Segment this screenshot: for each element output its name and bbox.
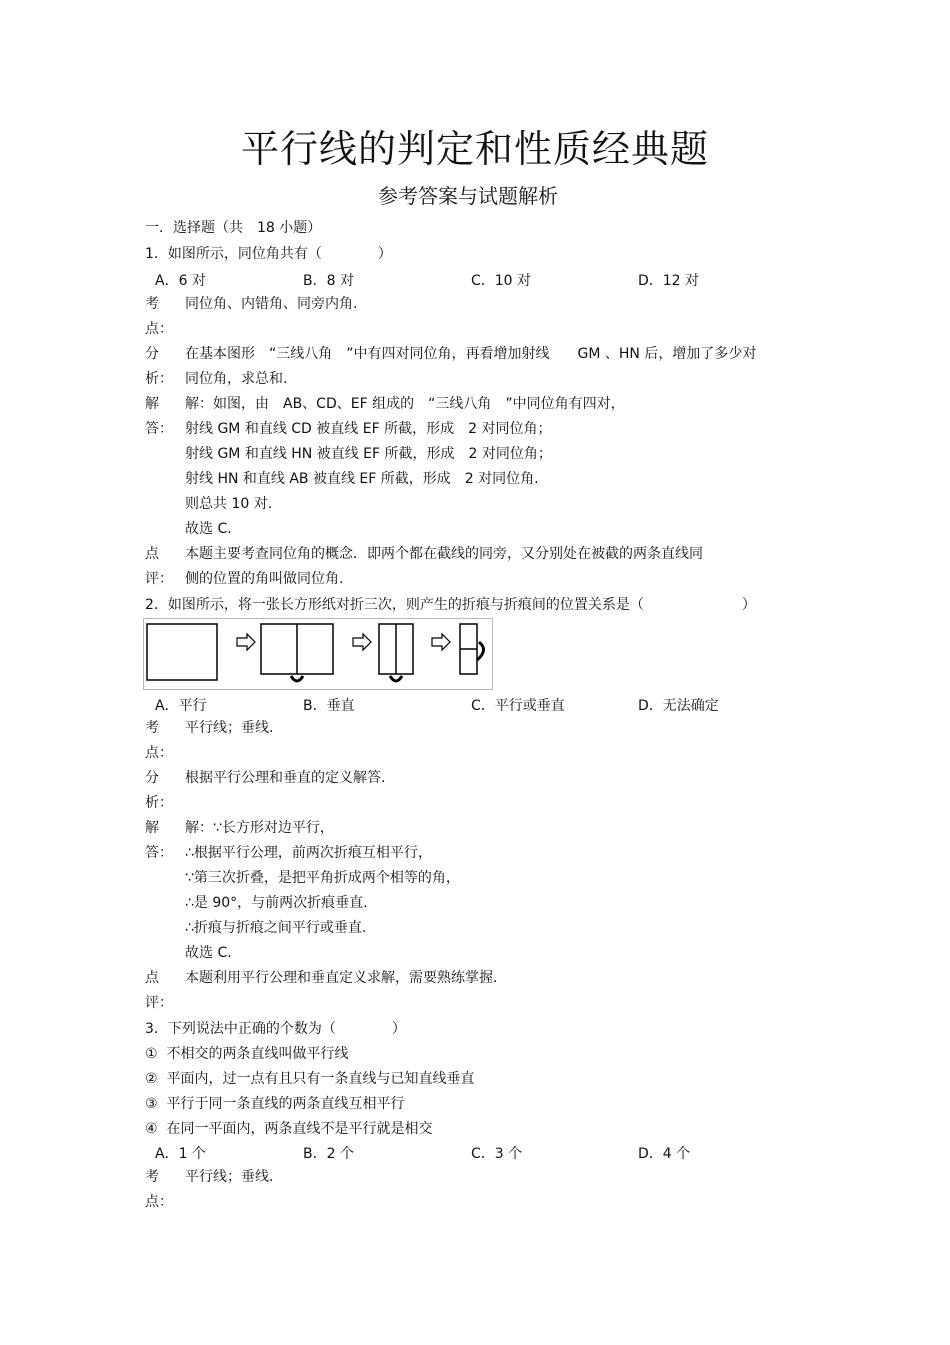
section-heading: 一．选择题（共 18 小题） [145, 220, 322, 236]
label-jie: 解 [145, 396, 159, 412]
q2-jieda-line: ∴根据平行公理，前两次折痕互相平行， [185, 845, 432, 861]
label-kao: 考 [145, 296, 159, 312]
page-subtitle: 参考答案与试题解析 [378, 184, 558, 208]
q3-option-a: A．1 个 [155, 1146, 206, 1162]
label-xi: 析： [145, 371, 173, 387]
q1-dianping-line: 侧的位置的角叫做同位角. [185, 571, 344, 587]
label-da: 答： [145, 421, 173, 437]
q3-option-b: B．2 个 [303, 1146, 354, 1162]
q1-jieda-line: 射线 GM 和直线 HN 被直线 EF 所截，形成 2 对同位角； [185, 446, 552, 462]
q3-statement: ② 平面内，过一点有且只有一条直线与已知直线垂直 [145, 1071, 475, 1087]
q2-stem: 2．如图所示，将一张长方形纸对折三次，则产生的折痕与折痕间的位置关系是（ ） [145, 597, 756, 613]
q3-option-c: C．3 个 [471, 1146, 523, 1162]
q2-jieda-line: ∴折痕与折痕之间平行或垂直. [185, 920, 367, 936]
q2-dianping-line: 本题利用平行公理和垂直定义求解，需要熟练掌握. [185, 970, 498, 986]
label-dian: 点： [145, 321, 173, 337]
q1-option-a: A．6 对 [155, 273, 206, 289]
label-fen: 分 [145, 770, 159, 786]
q1-jieda-line: 射线 GM 和直线 CD 被直线 EF 所截，形成 2 对同位角； [185, 421, 552, 437]
label-da: 答： [145, 845, 173, 861]
q2-option-c: C．平行或垂直 [471, 698, 565, 714]
q1-dianping-line: 本题主要考查同位角的概念．即两个都在截线的同旁，又分别处在被截的两条直线同 [185, 546, 703, 562]
q1-fenxi-line: 同位角，求总和. [185, 371, 288, 387]
q1-option-c: C．10 对 [471, 273, 532, 289]
q3-stem: 3．下列说法中正确的个数为（ ） [145, 1021, 406, 1037]
q3-option-d: D．4 个 [638, 1146, 691, 1162]
q2-jieda-line: 解：∵长方形对边平行， [185, 820, 334, 836]
q1-fenxi-line: 在基本图形 “三线八角 ”中有四对同位角，再看增加射线 GM 、HN 后，增加了多少对 [185, 346, 757, 362]
label-xi: 析： [145, 795, 173, 811]
label-jie: 解 [145, 820, 159, 836]
q2-jieda-line: ∴是 90°，与前两次折痕垂直. [185, 895, 368, 911]
label-kao: 考 [145, 1169, 159, 1185]
q2-option-b: B．垂直 [303, 698, 355, 714]
q2-options [155, 697, 795, 715]
q2-option-a: A．平行 [155, 698, 207, 714]
q3-statement: ③ 平行于同一条直线的两条直线互相平行 [145, 1096, 405, 1112]
q1-options [155, 272, 795, 290]
q1-option-d: D．12 对 [638, 273, 700, 289]
q1-jieda-line: 故选 C. [185, 521, 232, 537]
q2-jieda-line: 故选 C. [185, 945, 232, 961]
q1-stem: 1．如图所示，同位角共有（ ） [145, 246, 392, 262]
label-dian: 点： [145, 1194, 173, 1210]
label-kao: 考 [145, 720, 159, 736]
q1-option-b: B．8 对 [303, 273, 354, 289]
paper-folding-figure [143, 618, 493, 690]
q1-jieda-line: 则总共 10 对. [185, 496, 273, 512]
q2-option-d: D．无法确定 [638, 698, 719, 714]
label-ping: 评： [145, 571, 173, 587]
q3-options [155, 1145, 795, 1163]
label-dian2: 点 [145, 970, 159, 986]
page-title: 平行线的判定和性质经典题 [240, 127, 709, 171]
label-dian2: 点 [145, 546, 159, 562]
q1-jieda-line: 解：如图，由 AB、CD、EF 组成的 “三线八角 ”中同位角有四对， [185, 396, 625, 412]
q3-statement: ④ 在同一平面内，两条直线不是平行就是相交 [145, 1121, 433, 1137]
q3-kaodian: 平行线；垂线. [185, 1169, 274, 1185]
label-dian: 点： [145, 745, 173, 761]
q2-jieda-line: ∵第三次折叠，是把平角折成两个相等的角， [185, 870, 460, 886]
label-fen: 分 [145, 346, 159, 362]
q2-fenxi-line: 根据平行公理和垂直的定义解答. [185, 770, 386, 786]
q3-statement: ① 不相交的两条直线叫做平行线 [145, 1046, 349, 1062]
q2-kaodian: 平行线；垂线. [185, 720, 274, 736]
q1-jieda-line: 射线 HN 和直线 AB 被直线 EF 所截，形成 2 对同位角. [185, 471, 539, 487]
label-ping: 评： [145, 995, 173, 1011]
q1-kaodian: 同位角、内错角、同旁内角. [185, 296, 358, 312]
